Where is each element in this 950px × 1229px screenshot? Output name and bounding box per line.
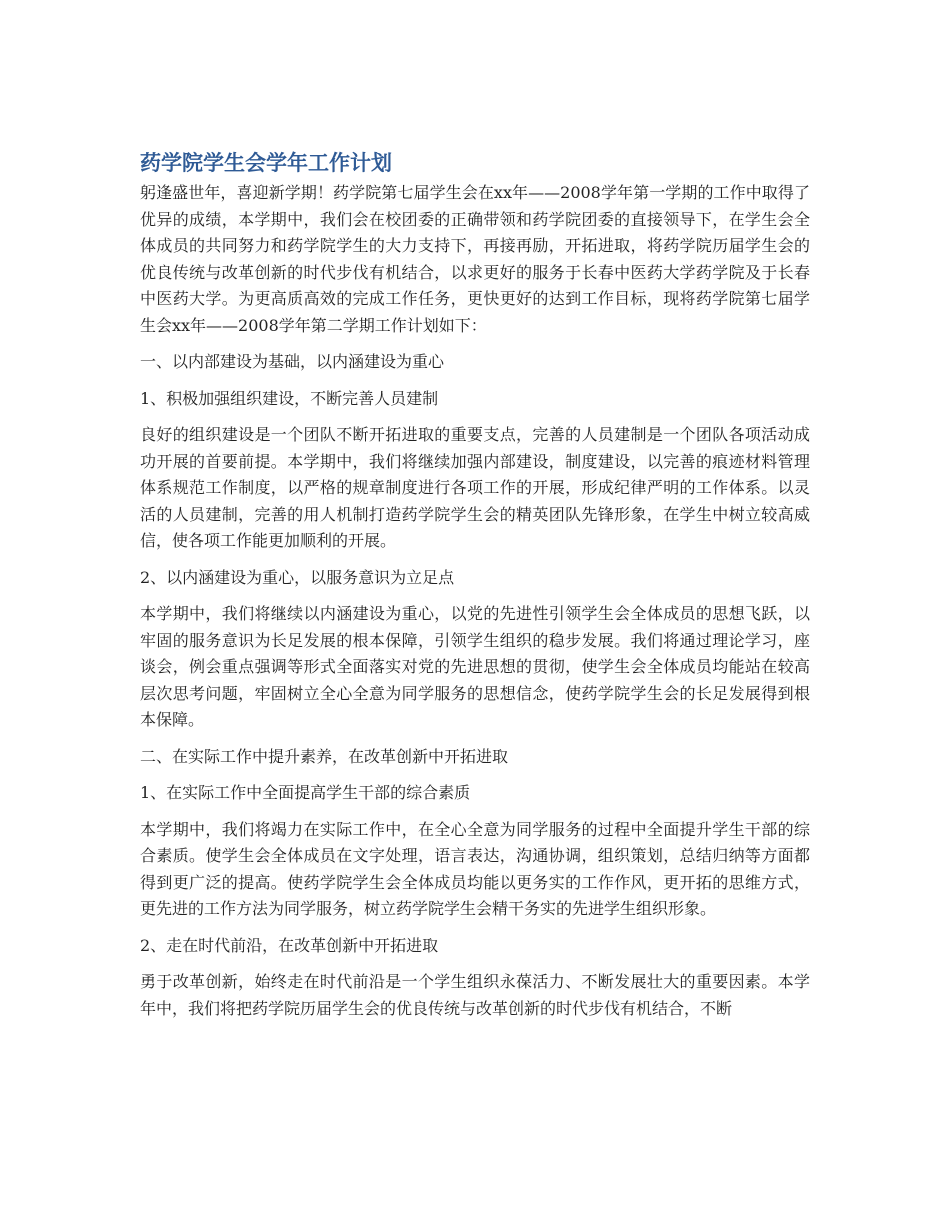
body-paragraph: 本学期中，我们将竭力在实际工作中，在全心全意为同学服务的过程中全面提升学生干部的综合素质。使学生会全体成员在文字处理，语言表达，沟通协调，组织策划，总结归纳等方面都得到更广泛的提高。使药学院学生会全体成员均能以更务实的工作作风，更开拓的思维方式，更先进的工作方法为同学服务，树立药学院学生会精干务实的先进学生组织形象。 — [140, 819, 810, 918]
subsection-heading-1-1: 1、积极加强组织建设，不断完善人员建制 — [140, 388, 439, 408]
document-page — [140, 148, 810, 1022]
subsection-heading-1-2: 2、以内涵建设为重心，以服务意识为立足点 — [140, 567, 455, 587]
document-title: 药学院学生会学年工作计划 — [140, 151, 392, 175]
subsection-heading-2-2: 2、走在时代前沿，在改革创新中开拓进取 — [140, 935, 439, 955]
section-heading-2: 二、在实际工作中提升素养，在改革创新中开拓进取 — [140, 746, 509, 766]
body-paragraph: 勇于改革创新，始终走在时代前沿是一个学生组织永葆活力、不断发展壮大的重要因素。本学年中，我们将把药学院历届学生会的优良传统与改革创新的时代步伐有机结合，不断 — [140, 972, 810, 1018]
section-heading-1: 一、以内部建设为基础，以内涵建设为重心 — [140, 352, 445, 371]
intro-paragraph: 躬逢盛世年，喜迎新学期！药学院第七届学生会在xx年——2008学年第一学期的工作中取得了优异的成绩，本学期中，我们会在校团委的正确带领和药学院团委的直接领导下，在学生会全体成员的共同努力和药学院学生的大力支持下，再接再励，开拓进取，将药学院历届学生会的优良传统与改革创新的时代步伐有机结合，以求更好的服务于长春中医药大学药学院及于长春中医药大学。为更高质高效的完成工作任务，更快更好的达到工作目标，现将药学院第七届学生会xx年——2008学年第二学期工作计划如下： — [140, 183, 810, 335]
subsection-heading-2-1: 1、在实际工作中全面提高学生干部的综合素质 — [140, 783, 471, 802]
body-paragraph: 本学期中，我们将继续以内涵建设为重心，以党的先进性引领学生会全体成员的思想飞跃，以牢固的服务意识为长足发展的根本保障，引领学生组织的稳步发展。我们将通过理论学习，座谈会，例会重点强调等形式全面落实对党的先进思想的贯彻，使学生会全体成员均能站在较高层次思考问题，牢固树立全心全意为同学服务的思想信念，使药学院学生会的长足发展得到根本保障。 — [140, 604, 810, 729]
body-paragraph: 良好的组织建设是一个团队不断开拓进取的重要支点，完善的人员建制是一个团队各项活动成功开展的首要前提。本学期中，我们将继续加强内部建设，制度建设，以完善的痕迹材料管理体系规范工作制度，以严格的规章制度进行各项工作的开展，形成纪律严明的工作体系。以灵活的人员建制，完善的用人机制打造药学院学生会的精英团队先锋形象，在学生中树立较高威信，使各项工作能更加顺利的开展。 — [140, 425, 810, 550]
